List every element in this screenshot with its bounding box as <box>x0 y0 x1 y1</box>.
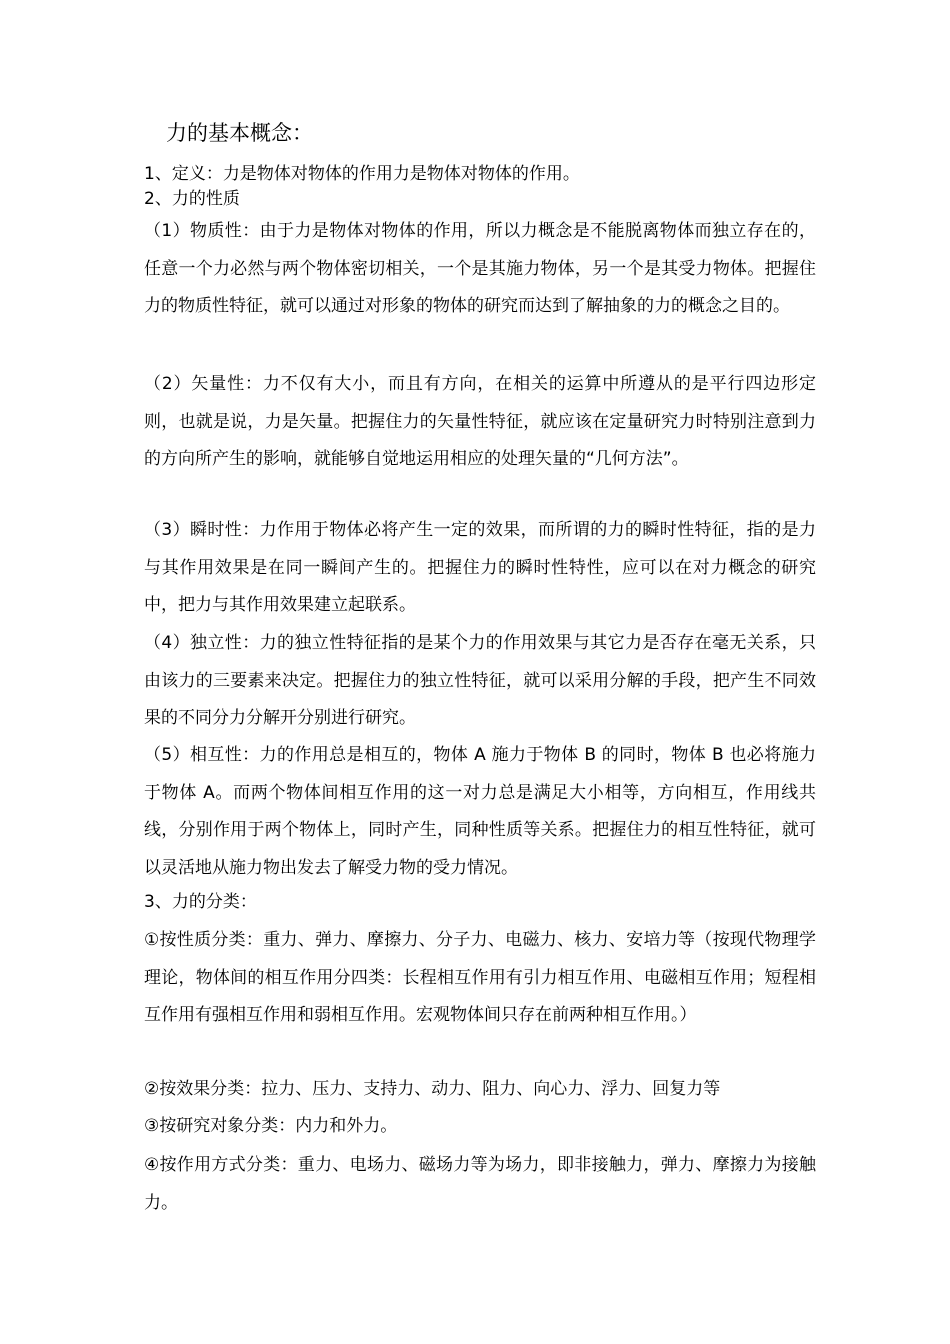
property-paragraph-5: （5）相互性：力的作用总是相互的，物体 A 施力于物体 B 的同时，物体 B 也必将施力于物体 A。而两个物体间相互作用的这一对力总是满足大小相等，方向相互，作用线共线，分别作用于两个物体上，同时产生，同种性质等关系。把握住力的相互性特征，就可以灵活地从施力物出发去了解受力物的受力情况。 <box>144 745 816 878</box>
classification-heading: 3、力的分类： <box>144 892 257 912</box>
property-paragraph-1: （1）物质性：由于力是物体对物体的作用，所以力概念是不能脱离物体而独立存在的，任意一个力必然与两个物体密切相关，一个是其施力物体，另一个是其受力物体。把握住力的物质性特征，就可以通过对形象的物体的研究而达到了解抽象的力的概念之目的。 <box>144 221 816 316</box>
property-paragraph-2: （2）矢量性：力不仅有大小，而且有方向，在相关的运算中所遵从的是平行四边形定则，也就是说，力是矢量。把握住力的矢量性特征，就应该在定量研究力时特别注意到力的方向所产生的影响，就能够自觉地运用相应的处理矢量的“几何方法”。 <box>144 374 816 469</box>
property-paragraph-4: （4）独立性：力的独立性特征指的是某个力的作用效果与其它力是否存在毫无关系，只由该力的三要素来决定。把握住力的独立性特征，就可以采用分解的手段，把产生不同效果的不同分力分解开分别进行研究。 <box>144 633 816 728</box>
property-paragraph-3: （3）瞬时性：力作用于物体必将产生一定的效果，而所谓的力的瞬时性特征，指的是力与其作用效果是在同一瞬间产生的。把握住力的瞬时性特性，应可以在对力概念的研究中，把力与其作用效果建立起联系。 <box>144 520 816 615</box>
classification-item-2: ②按效果分类：拉力、压力、支持力、动力、阻力、向心力、浮力、回复力等 <box>144 1079 721 1099</box>
classification-item-1: ①按性质分类：重力、弹力、摩擦力、分子力、电磁力、核力、安培力等（按现代物理学理论，物体间的相互作用分四类：长程相互作用有引力相互作用、电磁相互作用；短程相互作用有强相互作用和弱相互作用。宏观物体间只存在前两种相互作用。） <box>144 930 816 1025</box>
classification-item-4: ④按作用方式分类：重力、电场力、磁场力等为场力，即非接触力，弹力、摩擦力为接触力。 <box>144 1155 816 1213</box>
definition-line: 1、定义：力是物体对物体的作用力是物体对物体的作用。 <box>144 164 580 184</box>
properties-heading: 2、力的性质 <box>144 189 240 209</box>
classification-item-3: ③按研究对象分类：内力和外力。 <box>144 1116 398 1136</box>
document-title: 力的基本概念： <box>166 121 313 145</box>
